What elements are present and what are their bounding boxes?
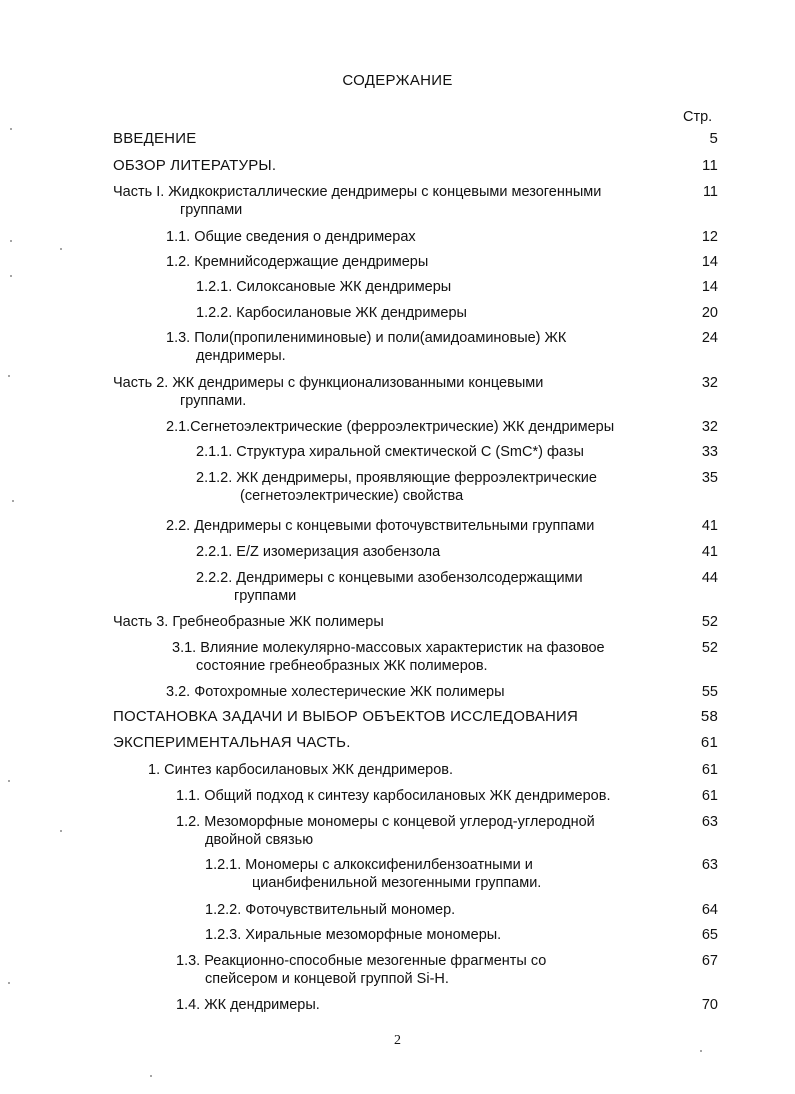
toc-entry-title-continuation: (сегнетоэлектрические) свойства bbox=[240, 488, 464, 504]
toc-entry-page: 33 bbox=[701, 444, 718, 460]
page-column-label: Стр. bbox=[683, 109, 713, 125]
toc-entry-title: 1.2. Кремнийсодержащие дендримеры bbox=[166, 254, 429, 270]
toc-entry-title: 1.2. Мезоморфные мономеры с концевой углерод-углеродной bbox=[176, 814, 595, 830]
toc-entry-title: 1.3. Поли(пропилениминовые) и поли(амидоаминовые) ЖК bbox=[166, 330, 567, 346]
toc-entry-title: ОБЗОР ЛИТЕРАТУРЫ. bbox=[113, 157, 277, 174]
toc-entry-page: 61 bbox=[701, 788, 718, 804]
toc-entry-page: 61 bbox=[701, 762, 718, 778]
scan-speck bbox=[150, 1075, 152, 1077]
toc-entry-title: 1.2.2. Фоточувствительный мономер. bbox=[205, 902, 456, 918]
scan-speck bbox=[60, 830, 62, 832]
page-number: 2 bbox=[394, 1033, 401, 1048]
toc-entry-title: 2.1.1. Структура хиральной смектической С (SmC*) фазы bbox=[196, 444, 584, 460]
toc-entry-title-continuation: двойной связью bbox=[205, 832, 314, 848]
toc-entry-title: 1.2.1. Силоксановые ЖК дендримеры bbox=[196, 279, 452, 295]
toc-entry-title: 1.1. Общие сведения о дендримерах bbox=[166, 229, 416, 245]
toc-entry-title-continuation: цианбифенильной мезогенными группами. bbox=[252, 875, 542, 891]
scan-speck bbox=[60, 248, 62, 250]
toc-entry-title: 2.2. Дендримеры с концевыми фоточувствительными группами bbox=[166, 518, 595, 534]
toc-entry-title: ЭКСПЕРИМЕНТАЛЬНАЯ ЧАСТЬ. bbox=[113, 734, 351, 751]
toc-entry-title: ПОСТАНОВКА ЗАДАЧИ И ВЫБОР ОБЪЕКТОВ ИССЛЕДОВАНИЯ bbox=[113, 708, 579, 725]
toc-entry-page: 63 bbox=[701, 857, 718, 873]
toc-entry-page: 52 bbox=[701, 640, 718, 656]
toc-entry-title: 1.2.2. Карбосилановые ЖК дендримеры bbox=[196, 305, 467, 321]
toc-entry-page: 11 bbox=[702, 184, 718, 200]
toc-entry-title-continuation: группами. bbox=[180, 393, 247, 409]
toc-entry-page: 63 bbox=[701, 814, 718, 830]
toc-entry-title-continuation: группами bbox=[234, 588, 297, 604]
toc-entry-page: 41 bbox=[701, 544, 718, 560]
toc-entry-page: 12 bbox=[701, 229, 718, 245]
toc-entry-title: 2.1.Сегнетоэлектрические (ферроэлектрические) ЖК дендримеры bbox=[166, 419, 615, 435]
toc-entry-page: 67 bbox=[701, 953, 718, 969]
toc-entry-page: 61 bbox=[700, 734, 718, 751]
toc-entry-page: 35 bbox=[701, 470, 718, 486]
toc-entry-title: 1. Синтез карбосилановых ЖК дендримеров. bbox=[148, 762, 454, 778]
scan-speck bbox=[10, 275, 12, 277]
toc-entry-page: 64 bbox=[701, 902, 718, 918]
toc-entry-page: 32 bbox=[701, 419, 718, 435]
toc-entry-title: 1.4. ЖК дендримеры. bbox=[176, 997, 320, 1013]
toc-entry-title: 3.1. Влияние молекулярно-массовых характеристик на фазовое bbox=[172, 640, 605, 656]
scan-speck bbox=[8, 982, 10, 984]
scan-speck bbox=[8, 780, 10, 782]
toc-entry-page: 65 bbox=[701, 927, 718, 943]
toc-entry-page: 41 bbox=[701, 518, 718, 534]
toc-entry-page: 11 bbox=[702, 157, 718, 174]
toc-entry-title: ВВЕДЕНИЕ bbox=[113, 130, 197, 147]
toc-entry-title-continuation: спейсером и концевой группой Si-H. bbox=[205, 971, 449, 987]
toc-entry-title-continuation: дендримеры. bbox=[196, 348, 286, 364]
scan-speck bbox=[8, 375, 10, 377]
toc-entry-title: 1.3. Реакционно-способные мезогенные фрагменты со bbox=[176, 953, 547, 969]
scan-speck bbox=[10, 240, 12, 242]
toc-entry-page: 70 bbox=[701, 997, 718, 1013]
toc-entry-title: 2.2.1. E/Z изомеризация азобензола bbox=[196, 544, 441, 560]
scan-speck bbox=[10, 128, 12, 130]
toc-entry-title: 2.1.2. ЖК дендримеры, проявляющие ферроэлектрические bbox=[196, 470, 597, 486]
toc-entry-page: 14 bbox=[701, 279, 718, 295]
toc-entry-title: 2.2.2. Дендримеры с концевыми азобензолсодержащими bbox=[196, 570, 583, 586]
toc-entry-title: Часть I. Жидкокристаллические дендримеры с концевыми мезогенными bbox=[113, 184, 602, 200]
toc-entry-page: 55 bbox=[701, 684, 718, 700]
toc-entry-title-continuation: состояние гребнеобразных ЖК полимеров. bbox=[196, 658, 488, 674]
toc-entry-title: 1.2.3. Хиральные мезоморфные мономеры. bbox=[205, 927, 502, 943]
toc-entry-title: Часть 2. ЖК дендримеры с функционализованными концевыми bbox=[113, 375, 544, 391]
toc-entry-page: 52 bbox=[701, 614, 718, 630]
toc-entry-title: 1.2.1. Мономеры с алкоксифенилбензоатными и bbox=[205, 857, 533, 873]
page-title: СОДЕРЖАНИЕ bbox=[342, 72, 453, 89]
toc-entry-page: 14 bbox=[701, 254, 718, 270]
scan-speck bbox=[12, 500, 14, 502]
toc-entry-title: 1.1. Общий подход к синтезу карбосилановых ЖК дендримеров. bbox=[176, 788, 611, 804]
toc-entry-page: 44 bbox=[701, 570, 718, 586]
toc-entry-title-continuation: группами bbox=[180, 202, 243, 218]
scan-speck bbox=[700, 1050, 702, 1052]
toc-entry-page: 24 bbox=[701, 330, 718, 346]
toc-entry-title: Часть 3. Гребнеобразные ЖК полимеры bbox=[113, 614, 384, 630]
toc-entry-page: 32 bbox=[701, 375, 718, 391]
toc-entry-page: 5 bbox=[709, 130, 718, 147]
toc-entry-title: 3.2. Фотохромные холестерические ЖК полимеры bbox=[166, 684, 505, 700]
toc-entry-page: 58 bbox=[700, 708, 718, 725]
toc-entry-page: 20 bbox=[701, 305, 718, 321]
